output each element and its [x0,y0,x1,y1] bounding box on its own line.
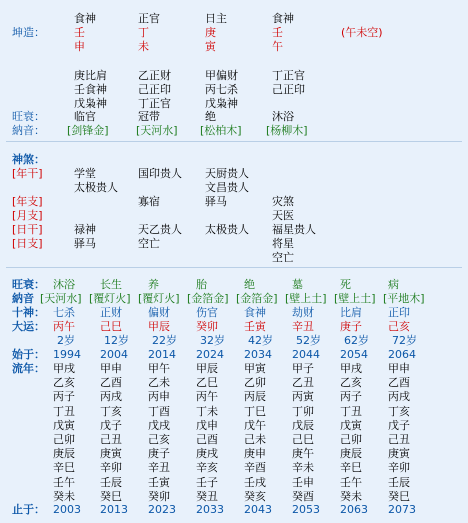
dayun-ten-value: 食神 [244,306,266,319]
dayun-ten-value: 正印 [388,306,410,319]
liunian-cell: 己卯 [53,433,75,446]
liunian-cell: 乙丑 [292,376,314,390]
dayun-ten-value: 七杀 [53,306,75,319]
liunian-cell: 辛未 [292,461,314,475]
hidden-stem: 己正印 [138,83,171,96]
palace-label: 坤造： [12,26,45,39]
liunian-cell: 癸未 [53,489,75,503]
dayun-start-label: 始于： [12,348,45,361]
liunian-cell: 辛亥 [196,461,218,475]
liunian-cell: 甲申 [100,362,122,375]
dayun-ten-value: 偏财 [148,306,170,319]
nayin-label: 納音： [12,124,45,137]
wangshuai-label: 旺衰： [12,110,45,123]
liunian-cell: 甲子 [292,362,314,375]
earthly-branch: 寅 [205,40,216,53]
dayun-age: 22岁 [152,334,177,347]
wangshuai-value: 沐浴 [272,110,294,123]
liunian-cell: 辛卯 [388,461,410,475]
liunian-cell: 戊戌 [148,418,170,432]
liunian-cell: 丙寅 [292,390,314,404]
shensha-item: 寡宿 [138,195,160,208]
liunian-cell: 己丑 [100,433,122,446]
dayun-yun-value: 壬寅 [244,320,266,333]
shensha-item: 天厨贵人 [205,167,249,180]
liunian-cell: 己酉 [196,433,218,446]
liunian-cell: 戊申 [196,418,218,432]
liunian-cell: 庚寅 [100,447,122,461]
earthly-branch: 未 [138,40,149,53]
dayun-nayin-value: [金箔金] [187,292,229,305]
hidden-stem: 甲偏财 [205,69,238,82]
liunian-cell: 壬午 [340,475,362,489]
hidden-stem: 己正印 [272,83,305,96]
liunian-cell: 戊辰 [292,418,314,432]
dayun-start-value: 1994 [53,348,81,361]
liunian-cell: 己卯 [340,433,362,446]
hidden-stem: 乙正财 [138,69,171,82]
dayun-start-value: 2004 [100,348,128,361]
liunian-cell: 辛巳 [340,461,362,475]
liunian-cell: 丁卯 [292,404,314,418]
liunian-cell: 癸卯 [148,489,170,503]
liunian-cell: 丁酉 [148,404,170,418]
dayun-wang-value: 沐浴 [53,278,75,291]
liunian-cell: 乙巳 [196,376,218,390]
shensha-item: 空亡 [138,237,160,250]
liunian-cell: 壬戌 [244,475,266,489]
dayun-yun-value: 辛丑 [292,320,314,333]
liunian-cell: 丙戌 [388,390,410,404]
dayun-yun-label: 大运： [12,320,45,333]
liunian-cell: 癸丑 [196,489,218,503]
dayun-yun-value: 甲辰 [148,320,170,333]
liunian-cell: 丁巳 [244,404,266,418]
dayun-yun-value: 庚子 [340,320,362,333]
dayun-wang-value: 养 [148,278,159,291]
liunian-cell: 丁亥 [100,404,122,418]
liunian-cell: 癸巳 [100,489,122,503]
liunian-cell: 甲寅 [244,362,266,375]
hidden-stem: 丁正官 [138,97,171,110]
dayun-start-value: 2054 [340,348,368,361]
liunian-cell: 庚辰 [340,447,362,461]
separator [6,267,462,268]
ten-god: 食神 [74,12,96,25]
liunian-cell: 癸未 [340,489,362,503]
shensha-item: 灾煞 [272,195,294,208]
liunian-cell: 壬辰 [100,475,122,489]
dayun-end-value: 2013 [100,503,128,516]
nayin-value: [杨柳木] [266,124,308,137]
liunian-cell: 丁亥 [388,404,410,418]
liunian-cell: 壬子 [196,475,218,489]
liunian-cell: 乙卯 [244,376,266,390]
hidden-stem: 丁正官 [272,69,305,82]
dayun-end-value: 2033 [196,503,224,516]
liunian-cell: 戊子 [100,418,122,432]
liunian-cell: 丙戌 [100,390,122,404]
dayun-end-value: 2053 [292,503,320,516]
liunian-cell: 丁丑 [53,404,75,418]
liunian-cell: 癸巳 [388,489,410,503]
dayun-yun-value: 癸卯 [196,320,218,333]
liunian-cell: 丙子 [53,390,75,404]
liunian-cell: 戊子 [388,418,410,432]
shensha-item: 太极贵人 [74,181,118,194]
liunian-cell: 壬辰 [388,475,410,489]
heavenly-stem: 丁 [138,26,149,39]
dayun-nayin-value: [覆灯火] [138,292,180,305]
dayun-start-value: 2034 [244,348,272,361]
heavenly-stem: 壬 [74,26,85,39]
liunian-cell: 丁未 [196,404,218,418]
liunian-cell: 丙申 [148,390,170,404]
liunian-cell: 戊寅 [340,418,362,432]
dayun-wang-label: 旺衰： [12,278,45,291]
shensha-item: 学堂 [74,167,96,180]
hidden-stem: 庚比肩 [74,69,107,82]
nayin-value: [松柏木] [200,124,242,137]
dayun-wang-value: 长生 [100,278,122,291]
dayun-nayin-value: [金箔金] [236,292,278,305]
liunian-cell: 癸酉 [292,489,314,503]
liunian-cell: 乙未 [148,376,170,390]
liunian-cell: 丙子 [340,390,362,404]
shensha-row-label: [日支] [12,237,43,250]
liunian-cell: 壬午 [53,475,75,489]
liunian-cell: 甲戌 [340,362,362,375]
dayun-nayin-value: [壁上土] [285,292,327,305]
dayun-wang-value: 病 [388,278,399,291]
shensha-row-label: [日干] [12,223,43,236]
liunian-cell: 戊寅 [53,418,75,432]
dayun-yun-value: 己巳 [100,320,122,333]
dayun-start-value: 2064 [388,348,416,361]
dayun-nayin-value: [天河水] [40,292,82,305]
shensha-row-label: [年干] [12,167,43,180]
dayun-yun-value: 丙午 [53,320,75,333]
dayun-wang-value: 绝 [244,278,255,291]
dayun-age: 2岁 [57,334,75,347]
shensha-item: 将星 [272,237,294,250]
shensha-item: 驿马 [74,237,96,250]
dayun-age: 32岁 [200,334,225,347]
earthly-branch: 申 [74,40,85,53]
dayun-yun-value: 己亥 [388,320,410,333]
shensha-title: 神煞： [12,153,45,166]
void-note: (午未空) [341,26,383,39]
dayun-ten-value: 正财 [100,306,122,319]
liunian-cell: 己未 [244,433,266,446]
liunian-cell: 壬寅 [148,475,170,489]
heavenly-stem: 庚 [205,26,216,39]
dayun-ten-label: 十神： [12,306,45,319]
dayun-age: 52岁 [296,334,321,347]
liunian-cell: 丁丑 [340,404,362,418]
shensha-item: 太极贵人 [205,223,249,236]
dayun-nayin-label: 納音 [12,292,34,305]
liunian-cell: 甲午 [148,362,170,375]
liunian-cell: 丙午 [196,390,218,404]
separator [6,141,462,142]
shensha-item: 国印贵人 [138,167,182,180]
liunian-cell: 乙酉 [388,376,410,390]
liunian-cell: 庚午 [292,447,314,461]
liunian-cell: 己丑 [388,433,410,446]
shensha-item: 福星贵人 [272,223,316,236]
dayun-wang-value: 死 [340,278,351,291]
dayun-start-value: 2044 [292,348,320,361]
dayun-wang-value: 墓 [292,278,303,291]
shensha-item: 禄神 [74,223,96,236]
liunian-cell: 癸亥 [244,489,266,503]
liunian-cell: 甲戌 [53,362,75,375]
liunian-cell: 辛卯 [100,461,122,475]
shensha-item: 驿马 [205,195,227,208]
ten-god: 日主 [205,12,227,25]
ten-god: 正官 [138,12,160,25]
wangshuai-value: 临官 [74,110,96,123]
dayun-nayin-value: [壁上土] [334,292,376,305]
liunian-cell: 乙酉 [100,376,122,390]
wangshuai-value: 冠带 [138,110,160,123]
shensha-row-label: [月支] [12,209,43,222]
liunian-cell: 丙辰 [244,390,266,404]
dayun-nayin-value: [覆灯火] [89,292,131,305]
liunian-cell: 乙亥 [340,376,362,390]
hidden-stem: 戊枭神 [74,97,107,110]
dayun-ten-value: 比肩 [340,306,362,319]
shensha-row-label: [年支] [12,195,43,208]
liunian-cell: 庚辰 [53,447,75,461]
dayun-age: 12岁 [104,334,129,347]
dayun-wang-value: 胎 [196,278,207,291]
dayun-age: 42岁 [248,334,273,347]
liunian-cell: 甲辰 [196,362,218,375]
dayun-start-value: 2014 [148,348,176,361]
liunian-cell: 辛酉 [244,461,266,475]
liunian-cell: 己巳 [292,433,314,446]
dayun-end-value: 2023 [148,503,176,516]
liunian-cell: 戊午 [244,418,266,432]
liunian-cell: 甲申 [388,362,410,375]
ten-god: 食神 [272,12,294,25]
dayun-start-value: 2024 [196,348,224,361]
dayun-ten-value: 伤官 [196,306,218,319]
dayun-end-value: 2063 [340,503,368,516]
nayin-value: [天河水] [136,124,178,137]
dayun-end-value: 2003 [53,503,81,516]
hidden-stem: 戊枭神 [205,97,238,110]
earthly-branch: 午 [272,40,283,53]
liunian-cell: 己亥 [148,433,170,446]
liunian-cell: 庚戌 [196,447,218,461]
liunian-cell: 乙亥 [53,376,75,390]
shensha-item: 空亡 [272,251,294,264]
dayun-age: 72岁 [392,334,417,347]
dayun-end-label: 止于： [12,503,45,516]
liunian-cell: 庚寅 [388,447,410,461]
liunian-cell: 庚子 [148,447,170,461]
dayun-end-value: 2043 [244,503,272,516]
shensha-item: 天医 [272,209,294,222]
dayun-age: 62岁 [344,334,369,347]
liunian-cell: 庚申 [244,447,266,461]
shensha-item: 天乙贵人 [138,223,182,236]
liunian-label: 流年： [12,362,45,375]
wangshuai-value: 绝 [205,110,216,123]
shensha-item: 文昌贵人 [205,181,249,194]
liunian-cell: 辛巳 [53,461,75,475]
liunian-cell: 辛丑 [148,461,170,475]
nayin-value: [剑锋金] [67,124,109,137]
dayun-end-value: 2073 [388,503,416,516]
dayun-nayin-value: [平地木] [383,292,425,305]
liunian-cell: 壬申 [292,475,314,489]
heavenly-stem: 壬 [272,26,283,39]
hidden-stem: 壬食神 [74,83,107,96]
dayun-ten-value: 劫财 [292,306,314,319]
hidden-stem: 丙七杀 [205,83,238,96]
